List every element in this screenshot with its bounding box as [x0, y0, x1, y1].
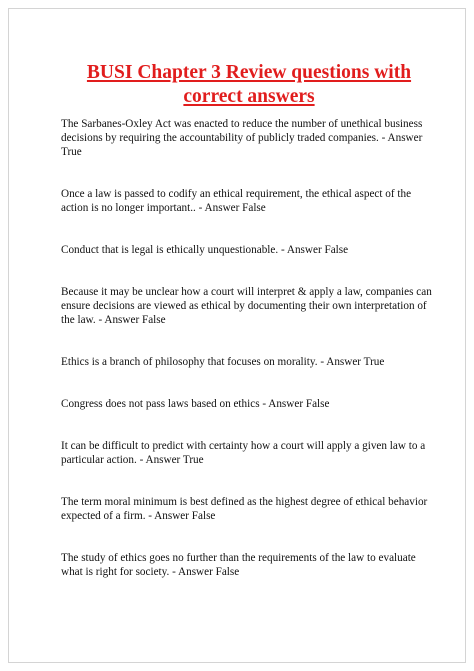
question-item: Ethics is a branch of philosophy that focuses on morality. - Answer True — [61, 356, 385, 368]
question-item: Once a law is passed to codify an ethical requirement, the ethical aspect of the action is no longer important.. - Answer False — [61, 188, 412, 214]
question-item: The Sarbanes-Oxley Act was enacted to reduce the number of unethical business decisions by requiring the accountability of publicly traded companies. - Answer True — [61, 118, 423, 158]
question-item: It can be difficult to predict with certainty how a court will apply a given law to a particular action. - Answer True — [61, 440, 426, 466]
document-title — [61, 61, 437, 109]
question-item: Conduct that is legal is ethically unquestionable. - Answer False — [61, 244, 349, 256]
question-item: Because it may be unclear how a court will interpret & apply a law, companies can ensure decisions are viewed as ethical by documenting their own interpretation of the law. - Answer False — [61, 286, 432, 326]
question-list — [61, 117, 437, 579]
document-page — [8, 8, 466, 663]
question-item: Congress does not pass laws based on ethics - Answer False — [61, 398, 330, 410]
document-title-line-1: BUSI Chapter 3 Review questions with — [86, 62, 412, 83]
document-content — [61, 61, 437, 579]
question-item: The study of ethics goes no further than the requirements of the law to evaluate what is right for society. - Answer False — [61, 552, 416, 578]
question-item: The term moral minimum is best defined as the highest degree of ethical behavior expected of a firm. - Answer False — [61, 496, 428, 522]
document-title-line-2: correct answers — [183, 86, 315, 107]
